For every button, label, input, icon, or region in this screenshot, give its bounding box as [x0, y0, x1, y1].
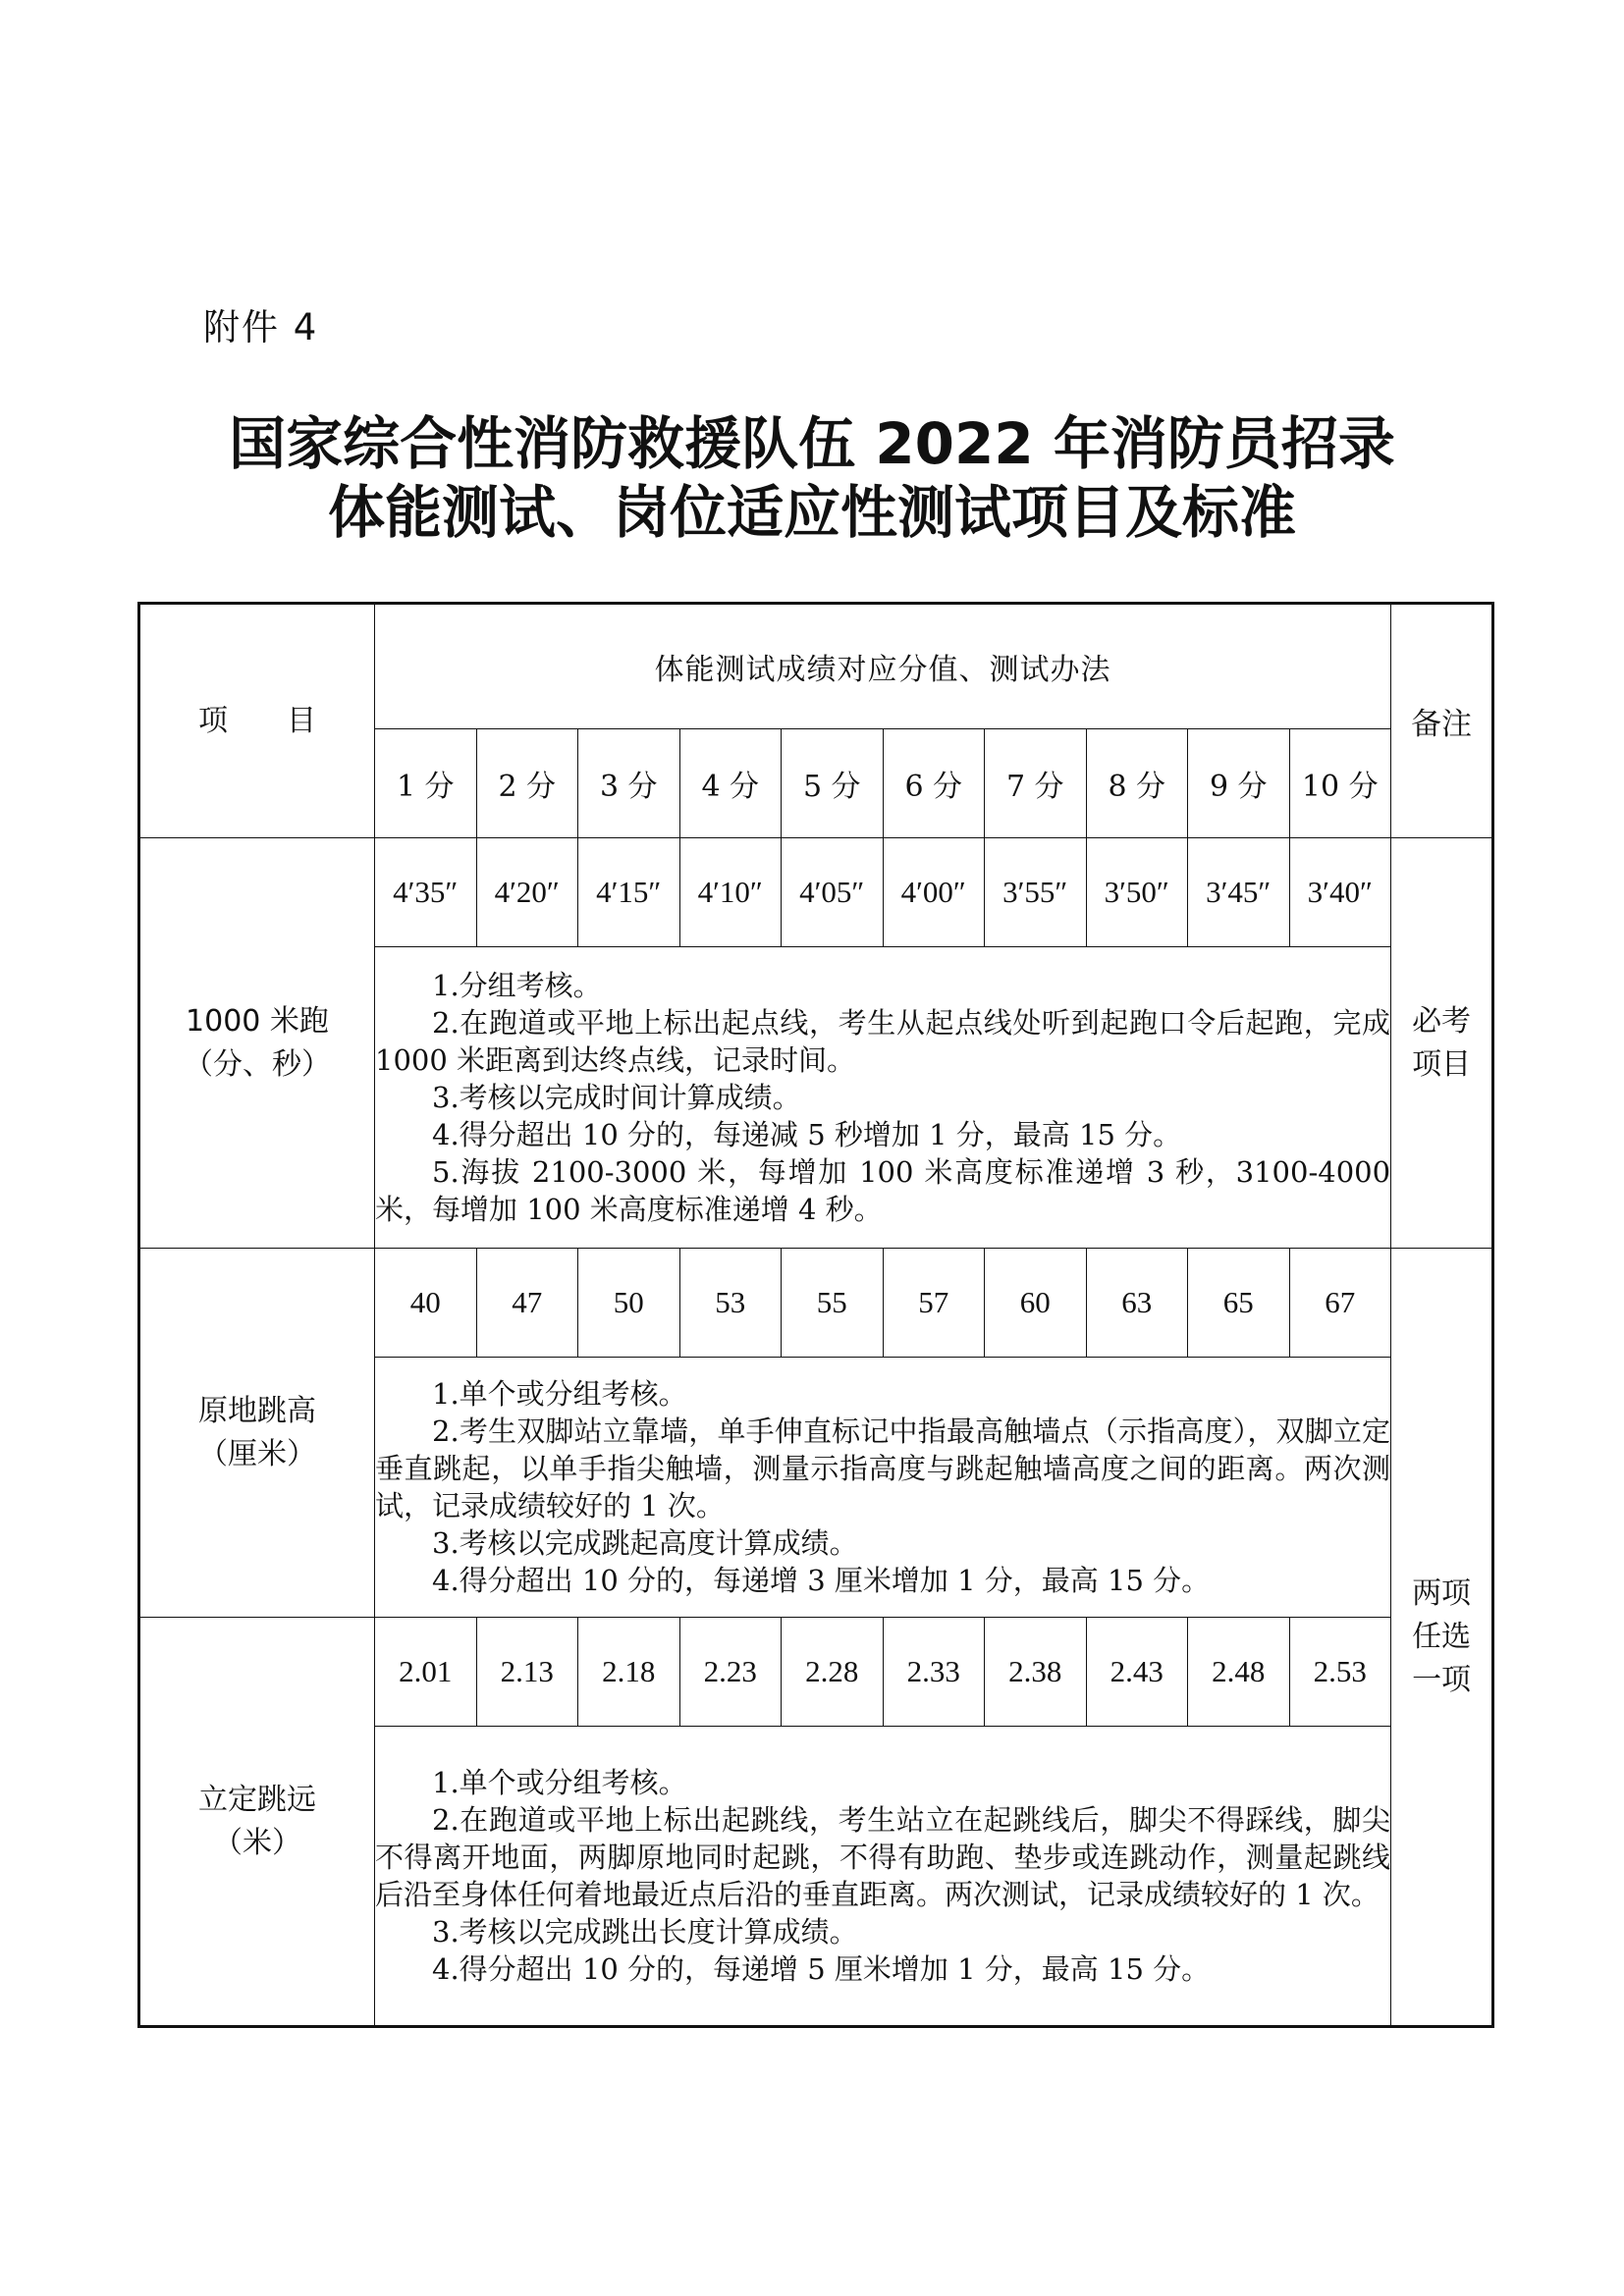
test-method-1000m-run	[375, 947, 1391, 1249]
standard-value: 2.48	[1188, 1618, 1290, 1727]
standard-value: 4′10″	[679, 838, 782, 947]
run-values-row	[139, 838, 1493, 947]
score-label: 6 分	[883, 729, 985, 838]
standard-value: 2.13	[476, 1618, 578, 1727]
standard-value: 50	[578, 1249, 680, 1358]
method-step: 2.考生双脚站立靠墙，单手伸直标记中指最高触墙点（示指高度），双脚立定垂直跳起，以单手指尖触墙，测量示指高度与跳起触墙高度之间的距离。两次测试，记录成绩较好的 1 次。	[375, 1415, 1391, 1522]
standard-value: 57	[883, 1249, 985, 1358]
remark-choose-one	[1391, 1249, 1493, 2027]
item-1000m-run	[139, 838, 375, 1249]
standard-value: 3′55″	[985, 838, 1087, 947]
standard-value: 4′15″	[578, 838, 680, 947]
remark-required	[1391, 838, 1493, 1249]
item-vertical-jump	[139, 1249, 375, 1618]
item-name: 1000 米跑	[186, 1003, 329, 1039]
standard-value: 4′20″	[476, 838, 578, 947]
score-label: 5 分	[782, 729, 884, 838]
standard-value: 65	[1188, 1249, 1290, 1358]
method-step: 4.得分超出 10 分的，每递增 3 厘米增加 1 分，最高 15 分。	[432, 1564, 1211, 1597]
standard-value: 2.38	[985, 1618, 1087, 1727]
standard-value: 40	[375, 1249, 477, 1358]
standard-value: 4′35″	[375, 838, 477, 947]
method-step: 1.分组考核。	[432, 969, 602, 1002]
standard-value: 4′05″	[782, 838, 884, 947]
score-label: 4 分	[679, 729, 782, 838]
item-unit: （分、秒）	[184, 1046, 331, 1082]
vertical-jump-values-row	[139, 1249, 1493, 1358]
long-jump-values-row	[139, 1618, 1493, 1727]
item-unit: （厘米）	[198, 1436, 316, 1471]
remark-text: 项目	[1412, 1046, 1472, 1082]
remark-text: 两项	[1412, 1575, 1472, 1611]
document-title-line-2: 体能测试、岗位适应性测试项目及标准	[327, 479, 1296, 546]
standard-value: 2.33	[883, 1618, 985, 1727]
standard-value: 67	[1289, 1249, 1391, 1358]
standard-value: 3′50″	[1086, 838, 1188, 947]
item-name: 原地跳高	[198, 1393, 316, 1428]
score-label: 2 分	[476, 729, 578, 838]
document-title-line-1: 国家综合性消防救援队伍 2022 年消防员招录	[229, 410, 1395, 477]
method-step: 3.考核以完成跳出长度计算成绩。	[432, 1915, 858, 1949]
standard-value: 2.18	[578, 1618, 680, 1727]
method-step: 2.在跑道或平地上标出起跳线，考生站立在起跳线后，脚尖不得踩线，脚尖不得离开地面，两脚原地同时起跳，不得有助跑、垫步或连跳动作，测量起跳线后沿至身体任何着地最近点后沿的垂直距离。两次测试，记录成绩较好的 1 次。	[375, 1803, 1391, 1911]
standard-value: 3′45″	[1188, 838, 1290, 947]
standard-value: 53	[679, 1249, 782, 1358]
standards-table	[137, 602, 1494, 2028]
item-unit: （米）	[213, 1825, 301, 1860]
standard-value: 2.01	[375, 1618, 477, 1727]
standard-value: 2.23	[679, 1618, 782, 1727]
standard-value: 63	[1086, 1249, 1188, 1358]
standard-value: 2.28	[782, 1618, 884, 1727]
score-label: 3 分	[578, 729, 680, 838]
score-label: 7 分	[985, 729, 1087, 838]
method-step: 4.得分超出 10 分的，每递增 5 厘米增加 1 分，最高 15 分。	[432, 1952, 1211, 1986]
remark-column-header: 备注	[1391, 604, 1493, 838]
method-step: 3.考核以完成时间计算成绩。	[432, 1081, 801, 1114]
standard-value: 55	[782, 1249, 884, 1358]
method-step: 3.考核以完成跳起高度计算成绩。	[432, 1526, 858, 1560]
remark-text: 任选	[1412, 1619, 1472, 1654]
standard-value: 60	[985, 1249, 1087, 1358]
standard-value: 3′40″	[1289, 838, 1391, 947]
remark-text: 一项	[1412, 1662, 1472, 1697]
table-header-row	[139, 604, 1493, 729]
item-name: 立定跳远	[198, 1782, 316, 1817]
score-method-header: 体能测试成绩对应分值、测试办法	[375, 604, 1391, 729]
method-step: 2.在跑道或平地上标出起点线，考生从起点线处听到起跑口令后起跑，完成 1000 米距离到达终点线，记录时间。	[375, 1006, 1391, 1077]
method-step: 4.得分超出 10 分的，每递减 5 秒增加 1 分，最高 15 分。	[432, 1118, 1182, 1151]
attachment-label: 附件 4	[203, 306, 319, 348]
method-step: 1.单个或分组考核。	[432, 1377, 687, 1411]
standard-value: 4′00″	[883, 838, 985, 947]
score-label: 10 分	[1289, 729, 1391, 838]
item-column-header: 项 目	[139, 604, 375, 838]
test-method-standing-long-jump	[375, 1727, 1391, 2027]
score-label: 8 分	[1086, 729, 1188, 838]
method-step: 1.单个或分组考核。	[432, 1766, 687, 1799]
standard-value: 2.53	[1289, 1618, 1391, 1727]
method-step: 5.海拔 2100-3000 米，每增加 100 米高度标准递增 3 秒，3100-4000 米，每增加 100 米高度标准递增 4 秒。	[375, 1155, 1391, 1226]
score-label: 9 分	[1188, 729, 1290, 838]
standard-value: 2.43	[1086, 1618, 1188, 1727]
item-standing-long-jump	[139, 1618, 375, 2027]
score-label: 1 分	[375, 729, 477, 838]
remark-text: 必考	[1412, 1003, 1472, 1039]
standard-value: 47	[476, 1249, 578, 1358]
test-method-vertical-jump	[375, 1358, 1391, 1618]
